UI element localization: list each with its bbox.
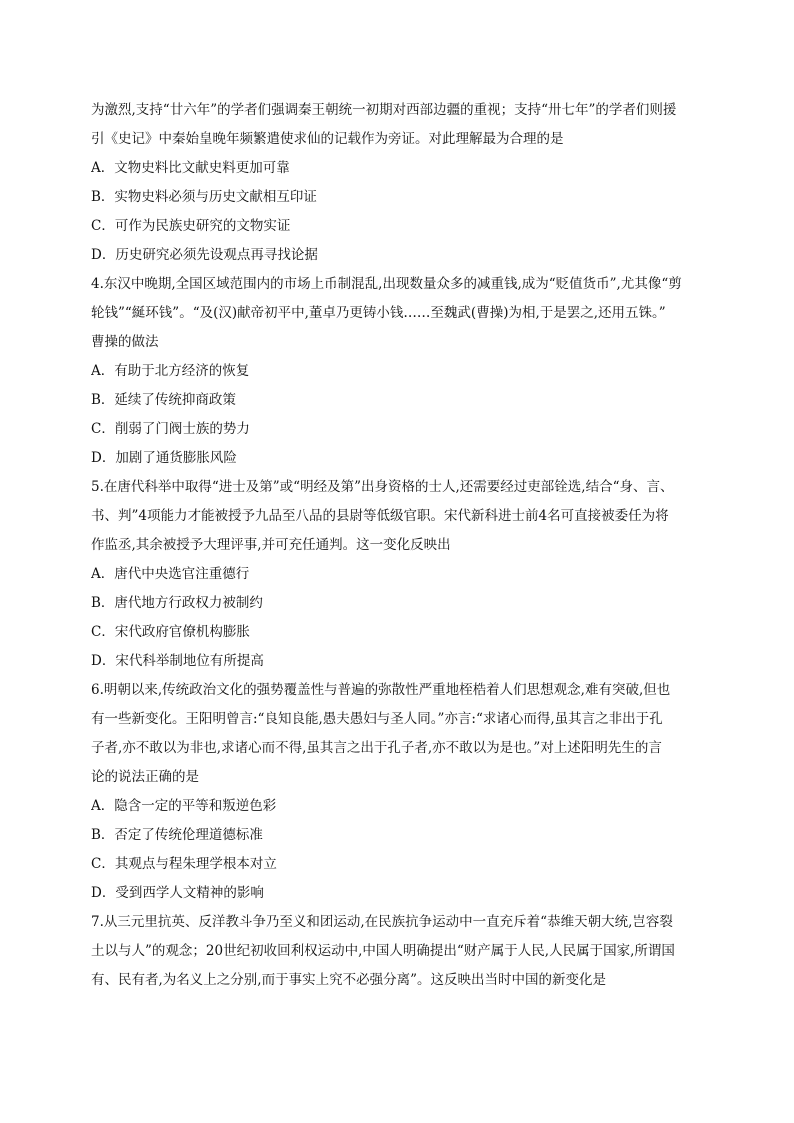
question-4 (91, 270, 711, 473)
question-text-line: 书、判”4项能力才能被授予九品至八品的县尉等低级官职。宋代新科进士前4名可直接被委任为将 (91, 508, 669, 524)
page-content (91, 96, 711, 995)
question-text-line: 子者,亦不敢以为非也,求诸心而不得,虽其言之出于孔子者,亦不敢以为是也。”对上述阳明先生的言 (91, 740, 662, 756)
option-d: D．受到西学人文精神的影响 (91, 885, 264, 901)
option-c: C．宋代政府官僚机构膨胀 (91, 624, 250, 640)
option-b: B．实物史料必须与历史文献相互印证 (91, 189, 317, 205)
question-text-line: 7.从三元里抗英、反洋教斗争乃至义和团运动,在民族抗争运动中一直充斥着“恭维天朝大统,岂容裂 (91, 914, 673, 930)
question-text-line: 5.在唐代科举中取得“进士及第”或“明经及第”出身资格的士人,还需要经过吏部铨选,结合“身、言、 (91, 479, 674, 495)
question-text-line: 有一些新变化。王阳明曾言:“良知良能,愚夫愚妇与圣人同。”亦言:“求诸心而得,虽其言之非出于孔 (91, 711, 663, 727)
option-d: D．历史研究必须先设观点再寻找论据 (91, 247, 318, 263)
option-c: C．其观点与程朱理学根本对立 (91, 856, 277, 872)
question-6 (91, 676, 711, 908)
question-text-line: 4.东汉中晚期,全国区域范围内的市场上币制混乱,出现数量众多的减重钱,成为“贬值货币”,尤其像“剪 (91, 276, 682, 292)
option-a: A．唐代中央选官注重德行 (91, 566, 250, 582)
option-d: D．加剧了通货膨胀风险 (91, 450, 237, 466)
option-a: A．有助于北方经济的恢复 (91, 363, 250, 379)
question-3-continued (91, 96, 711, 270)
option-a: A．文物史料比文献史料更加可靠 (91, 160, 290, 176)
option-c: C．削弱了门阀士族的势力 (91, 421, 250, 437)
question-7 (91, 908, 711, 995)
question-text-line: 有、民有者,为名义上之分别,而于事实上究不必强分离”。这反映出当时中国的新变化是 (91, 972, 606, 988)
question-text-line: 土以与人”的观念；20世纪初收回利权运动中,中国人明确提出“财产属于人民,人民属于国家,所谓国 (91, 943, 675, 959)
question-5 (91, 473, 711, 676)
question-text-line: 作监丞,其余被授予大理评事,并可充任通判。这一变化反映出 (91, 537, 451, 553)
question-text-line: 引《史记》中秦始皇晚年频繁遣使求仙的记载作为旁证。对此理解最为合理的是 (91, 131, 564, 147)
option-a: A．隐含一定的平等和叛逆色彩 (91, 798, 277, 814)
question-text-line: 6.明朝以来,传统政治文化的强势覆盖性与普遍的弥散性严重地桎梏着人们思想观念,难有突破,但也 (91, 682, 671, 698)
question-text-line: 论的说法正确的是 (91, 769, 199, 785)
question-text-line: 为激烈,支持“廿六年”的学者们强调秦王朝统一初期对西部边疆的重视；支持“卅七年”的学者们则援 (91, 102, 677, 118)
question-text-line: 曹操的做法 (91, 334, 159, 350)
option-b: B．延续了传统抑商政策 (91, 392, 236, 408)
option-b: B．否定了传统伦理道德标准 (91, 827, 263, 843)
question-text-line: 轮钱”“綖环钱”。“及(汉)献帝初平中,董卓乃更铸小钱……至魏武(曹操)为相,于是罢之,还用五铢。” (91, 305, 666, 321)
option-d: D．宋代科举制地位有所提高 (91, 653, 264, 669)
option-b: B．唐代地方行政权力被制约 (91, 595, 263, 611)
option-c: C．可作为民族史研究的文物实证 (91, 218, 291, 234)
